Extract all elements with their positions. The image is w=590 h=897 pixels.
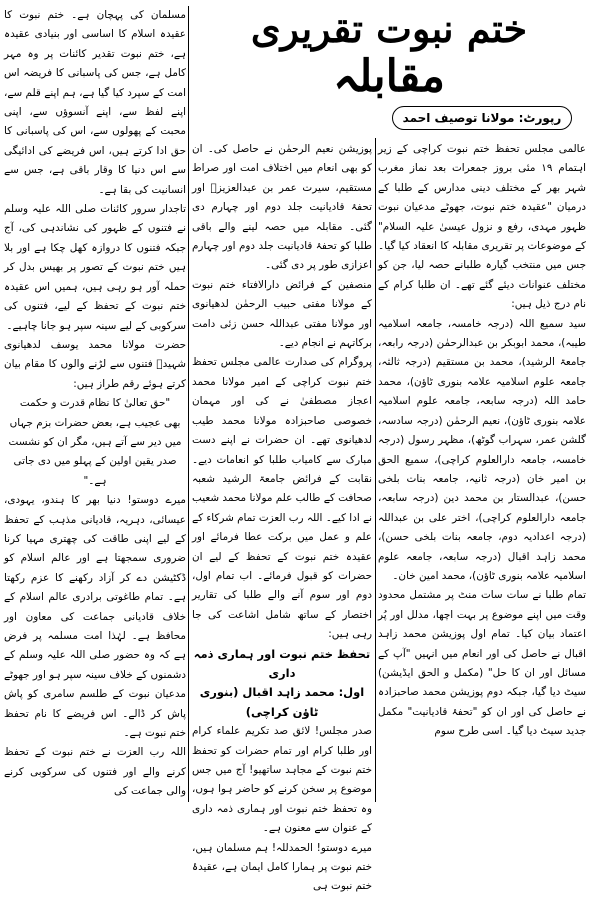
right-para-1: عالمی مجلس تحفظ ختم نبوت کراچی کے زیر اہتمام ۱۹ مئی بروز جمعرات بعد نماز مغرب شہر بھر کے مختلف دینی مدارس کے طلبا کے درمیان "عقیدہ ختم نبوت، جھوٹے مدعیان نبوت ظہور مہدی، رفع و نزول عیسیٰ علیہ السلام" کے موضوعات پر تقریری مقابلہ کا انعقاد کیا گیا۔ جس میں منتخب گیارہ طلبانے حصہ لیا، جن کو مختلف عنوانات دیئے گئے تھے۔ ان طلبا کرام کے نام درج ذیل ہیں: bbox=[378, 143, 586, 311]
column-divider-right bbox=[375, 138, 376, 802]
right-para-3: تمام طلبا نے سات سات منٹ پر مشتمل محدود وقت میں اپنے موضوع پر بہت اچھا، مدلل اور پُر اعتماد بیان کیا۔ تمام اول پوزیشن محمد زاہد اقبال نے حاصل کی اور انعام میں انہیں "آپ کے مسائل اور ان کا حل" (مکمل و الحق ایڈیشن) سیٹ دیا گیا، جبکہ دوم پوزیشن محمد صاحبزادہ نے حاصل کی اور ان کو "تحفۂ قادیانیت" مکمل جدید سیٹ دیا گیا۔ اسی طرح سوم bbox=[378, 589, 586, 738]
middle-para-5: میرے دوستو! الحمدللہ! ہم مسلمان ہیں، ختم نبوت پر ہمارا کامل ایمان ہے، عقیدۂ ختم نبوت ہی bbox=[192, 841, 372, 893]
byline: رپورٹ: مولانا توصیف احمد bbox=[392, 106, 572, 130]
left-column bbox=[4, 6, 186, 804]
middle-para-4: صدر مجلس! لائق صد تکریم علماء کرام اور طلبا کرام اور تمام حضرات کو تحفظ ختم نبوت کے مجاہد ساتھیو! آج میں جس موضوع پر سخن کرنے کو حاضر ہوا ہوں، وہ تحفظ ختم نبوت اور ہماری ذمہ داری کے عنوان سے معنون ہے۔ bbox=[192, 725, 372, 835]
middle-para-2: منصفین کے فرائض دارالافتاء ختم نبوت کے مولانا مفتی حبیب الرحمٰن لدھیانوی اور مولانا مفتی عبداللہ حسن زئی دامت برکاتہم نے انجام دیے۔ bbox=[192, 278, 372, 350]
right-para-2: سید سمیع اللہ (درجہ خامسہ، جامعہ اسلامیہ طیبہ)، محمد ابوبکر بن عبدالرحمٰن (درجہ رابعہ، جامعۃ الرشید)، محمد بن مستقیم (درجہ ثالثہ، جامعہ علوم اسلامیہ علامہ بنوری ٹاؤن)، محمد حامد اللہ (درجہ سابعہ، جامعہ علوم اسلامیہ علامہ بنوری ٹاؤن)، نعیم الرحمٰن (درجہ سادسہ، گلشن عمر، سہراب گوٹھ)، مظہر رسول (درجہ خامسہ، جامعہ دارالعلوم کراچی)، سمیع الحق بن امیر خان (درجہ ثانیہ، جامعہ بنات بلخی حسن)، عبدالستار بن محمد دین (درجہ سابعہ، جامعہ دارالعلوم کراچی)، اختر علی بن عبداللہ (درجہ اعدادیہ دوم، جامعہ بنات بلخی حسن)، محمد زاہد اقبال (درجہ سابعہ، جامعہ علوم اسلامیہ علامہ بنوری ٹاؤن)، محمد امین خان۔ bbox=[378, 317, 586, 582]
quote-line-2: بھی عجیب ہے، بعض حضرات بزم جہاں bbox=[9, 416, 181, 429]
title-line-2: مقابلہ bbox=[333, 51, 445, 102]
left-para-2: تاجدار سرور کائنات صلی اللہ علیہ وسلم نے فتنوں کے ظہور کی نشاندہی کی، آج جبکہ فتنوں کا دروازہ کھل چکا ہے اور بلا ہیں ختم نبوت کے تصور پر بھیس بدل کر حملہ آور ہو رہی ہیں، ہمیں اس عقیدہ ختم نبوت کے تحفظ کے لیے، فتنوں کی سرکوبی کے لیے سینہ سپر ہو جانا چاہیے۔ bbox=[4, 203, 186, 332]
subheading-topic: تحفظ ختم نبوت اور ہماری ذمہ داری bbox=[193, 646, 371, 680]
left-para-4: میرے دوستو! دنیا بھر کا ہندو، یہودی، عیسائی، دہریہ، قادیانی مذہب کے تحفظ کے لیے اپنی طاقت کی چھتری مہیا کرنا ضروری سمجھتا ہے اور عالم اسلام کو ڈکٹیشن دے کر آزاد رکھنے کا عزم رکھتا ہے۔ تمام طاغوتی برادری عالم اسلام کے خلاف قادیانی جماعت کی معاون اور محافظ ہے۔ لہٰذا امت مسلمہ پر فرض ہے کہ وہ حضور صلی اللہ علیہ وسلم کے دشمنوں کے خلاف سینہ سپر ہو اور جھوٹے مدعیان نبوت کے طلسم سامری کو پاش پاش کر ڈالے۔ اس فریضے کا نام تحفظ ختم نبوت ہے۔ bbox=[4, 494, 186, 740]
left-para-1: مسلمان کی پہچان ہے۔ ختم نبوت کا عقیدہ اسلام کا اساسی اور بنیادی عقیدہ ہے، ختم نبوت تقدیر کائنات پر وہ مہر کامل ہے، جس کی پاسبانی کا فریضہ اس امت کے سپرد کیا گیا ہے، ہم اپنے قلم سے، اپنے لفظ سے، اپنے آنسوؤں سے، اپنی محبت کے پھولوں سے، اس کی پاسبانی کا حق ادا کرتے ہیں، اس فریضے کی ادائیگی سے اس دنیا کا وقار باقی ہے، جس سے انسانیت کی بقا ہے۔ bbox=[4, 9, 186, 196]
middle-column bbox=[192, 140, 372, 893]
quote-line-1: "حق تعالیٰ کا نظام قدرت و حکمت bbox=[19, 397, 171, 410]
article-header bbox=[192, 4, 586, 134]
column-divider-left bbox=[188, 6, 189, 802]
title-line-1: ختم نبوت تقریری bbox=[250, 6, 528, 51]
article-title bbox=[198, 6, 580, 102]
right-column bbox=[378, 140, 586, 804]
middle-para-1: پوزیشن نعیم الرحمٰن نے حاصل کی۔ ان کو بھی انعام میں اختلاف امت اور صراط مستقیم، سیرت عمر بن عبدالعزیزؒ اور تحفۂ قادیانیت جلد دوم اور چہارم دی گئی۔ مقابلہ میں حصہ لینے والے باقی طلبا کو تحفۂ قادیانیت جلد دوم اور چہارم اعزازی طور پر دی گئی۔ bbox=[192, 143, 372, 272]
subheading-winner: اول: محمد زاہد اقبال (بنوری ٹاؤن کراچی) bbox=[199, 685, 365, 719]
middle-para-3: پروگرام کی صدارت عالمی مجلس تحفظ ختم نبوت کراچی کے امیر مولانا محمد اعجاز مصطفیٰ نے کی اور مہمان خصوصی صاحبزادہ مولانا محمد طیب لدھیانوی تھے۔ ان حضرات نے اپنے دست مبارک سے کامیاب طلبا کو انعامات دیے۔ نقابت کے فرائض جامعۃ الرشید شعبہ صحافت کے طالب علم مولانا محمد شعیب نے ادا کیے۔ اللہ رب العزت تمام شرکاء کے علم و عمل میں برکت عطا فرمائے اور عقیدہ ختم نبوت کے تحفظ کے لیے ان حضرات کو قبول فرمائے۔ اب تمام اول، دوم اور سوم آنے والے طلبا کی تقاریر اختصار کے ساتھ شامل اشاعت کی جا رہی ہیں: bbox=[192, 356, 372, 641]
quote-line-3: میں دیر سے آتے ہیں، مگر ان کو نشست bbox=[8, 435, 182, 448]
quote-line-4: صدر یقین اولین کے پہلو میں دی جاتی ہے۔" bbox=[13, 455, 177, 487]
left-para-3: حضرت مولانا محمد یوسف لدھیانوی شہیدؒ فتنوں سے لڑنے والوں کا مقام بیان کرتے ہوئے رقم طراز ہیں: bbox=[4, 338, 186, 390]
left-para-5: اللہ رب العزت نے ختم نبوت کے تحفظ کرنے والے اور فتنوں کی سرکوبی کرنے والی جماعت کی bbox=[4, 746, 186, 798]
